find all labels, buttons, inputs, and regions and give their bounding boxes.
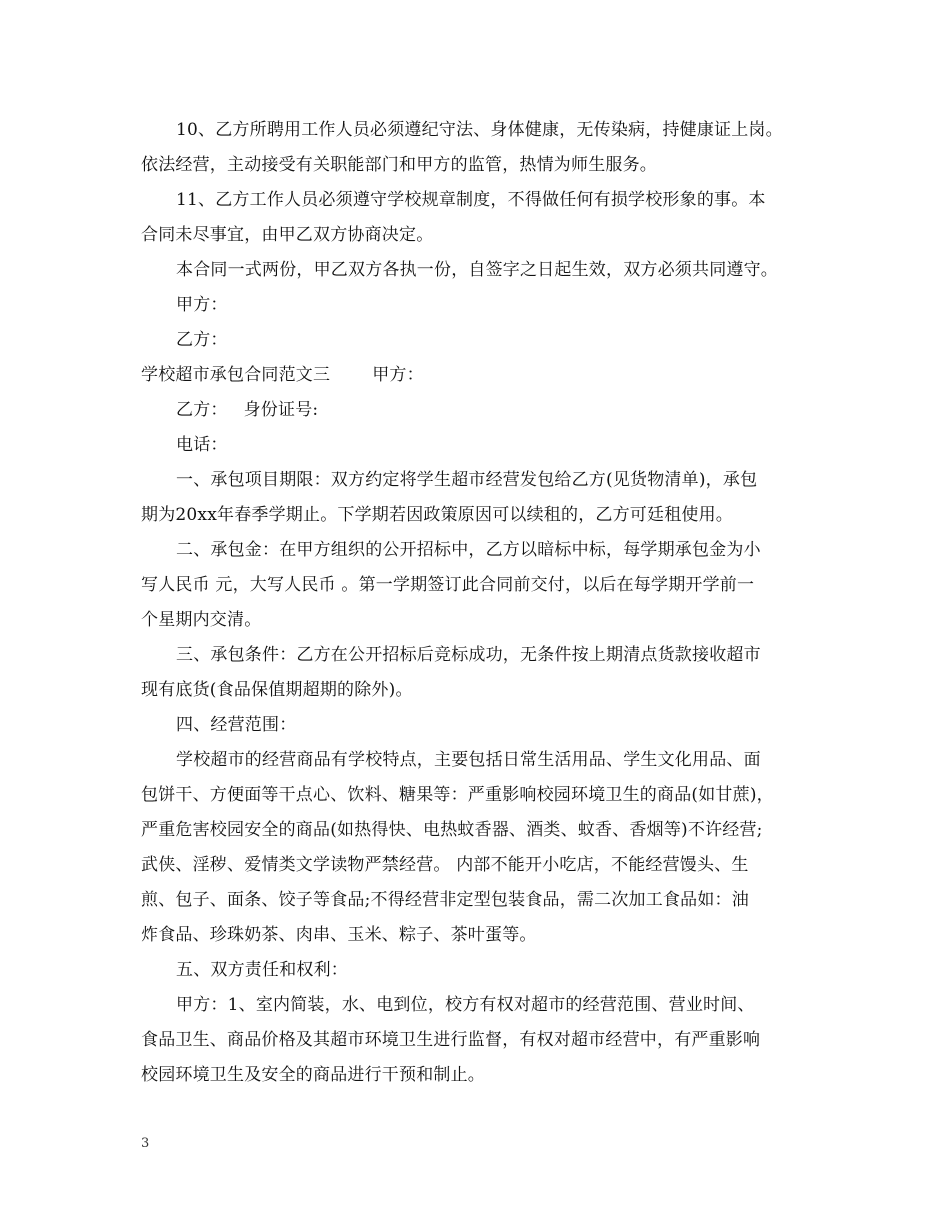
text-line: 武侠、淫秽、爱情类文学读物严禁经营。 内部不能开小吃店，不能经营馒头、生 (141, 855, 749, 875)
text-line: 校园环境卫生及安全的商品进行干预和制止。 (141, 1065, 485, 1085)
text-line: 二、承包金：在甲方组织的公开招标中，乙方以暗标中标，每学期承包金为小 (176, 540, 761, 560)
text-line: 依法经营，主动接受有关职能部门和甲方的监管，热情为师生服务。 (141, 155, 657, 175)
text-line: 炸食品、珍珠奶茶、肉串、玉米、粽子、茶叶蛋等。 (141, 925, 537, 945)
page-number: 3 (141, 1136, 150, 1151)
text-line: 本合同一式两份，甲乙双方各执一份，自签字之日起生效，双方必须共同遵守。 (176, 260, 778, 280)
party-b-line (176, 398, 318, 422)
id-number-label: 身份证号: (243, 400, 319, 420)
text-line: 严重危害校园安全的商品(如热得快、电热蚊香器、酒类、蚊香、香烟等)不许经营; (141, 820, 763, 840)
text-line: 现有底货(食品保值期超期的除外)。 (141, 680, 413, 700)
text-line: 写人民币 元，大写人民币 。第一学期签订此合同前交付，以后在每学期开学前一 (141, 575, 755, 595)
text-line: 11、乙方工作人员必须遵守学校规章制度，不得做任何有损学校形象的事。本 (176, 190, 766, 210)
text-line: 五、双方责任和权利： (176, 960, 348, 980)
text-line: 电话： (176, 435, 228, 455)
text-line: 一、承包项目期限：双方约定将学生超市经营发包给乙方(见货物清单)，承包 (176, 470, 758, 490)
party-a-label: 甲方： (372, 365, 424, 385)
text-line: 食品卫生、商品价格及其超市环境卫生进行监督，有权对超市经营中，有严重影响 (141, 1030, 761, 1050)
text-line: 甲方：1、室内简装，水、电到位，校方有权对超市的经营范围、营业时间、 (176, 995, 755, 1015)
text-line: 煎、包子、面条、饺子等食品;不得经营非定型包装食品，需二次加工食品如：油 (141, 890, 749, 910)
text-line: 四、经营范围： (176, 715, 297, 735)
text-line: 合同未尽事宜，由甲乙双方协商决定。 (141, 225, 434, 245)
text-line: 期为20xx年春季学期止。下学期若因政策原因可以续租的，乙方可廷租使用。 (141, 505, 734, 525)
text-line: 学校超市的经营商品有学校特点，主要包括日常生活用品、学生文化用品、面 (176, 750, 761, 770)
text-line: 包饼干、方便面等干点心、饮料、糖果等：严重影响校园环境卫生的商品(如甘蔗)， (141, 785, 774, 805)
text-line: 三、承包条件：乙方在公开招标后竞标成功，无条件按上期清点货款接收超市 (176, 645, 761, 665)
text-line: 个星期内交清。 (141, 610, 262, 630)
section-title: 学校超市承包合同范文三 (141, 365, 331, 385)
section-heading-line (141, 363, 424, 387)
text-line: 10、乙方所聘用工作人员必须遵纪守法、身体健康，无传染病，持健康证上岗。 (176, 120, 783, 140)
party-b-label: 乙方： (176, 400, 228, 420)
text-line: 甲方： (176, 295, 228, 315)
text-line: 乙方： (176, 330, 228, 350)
